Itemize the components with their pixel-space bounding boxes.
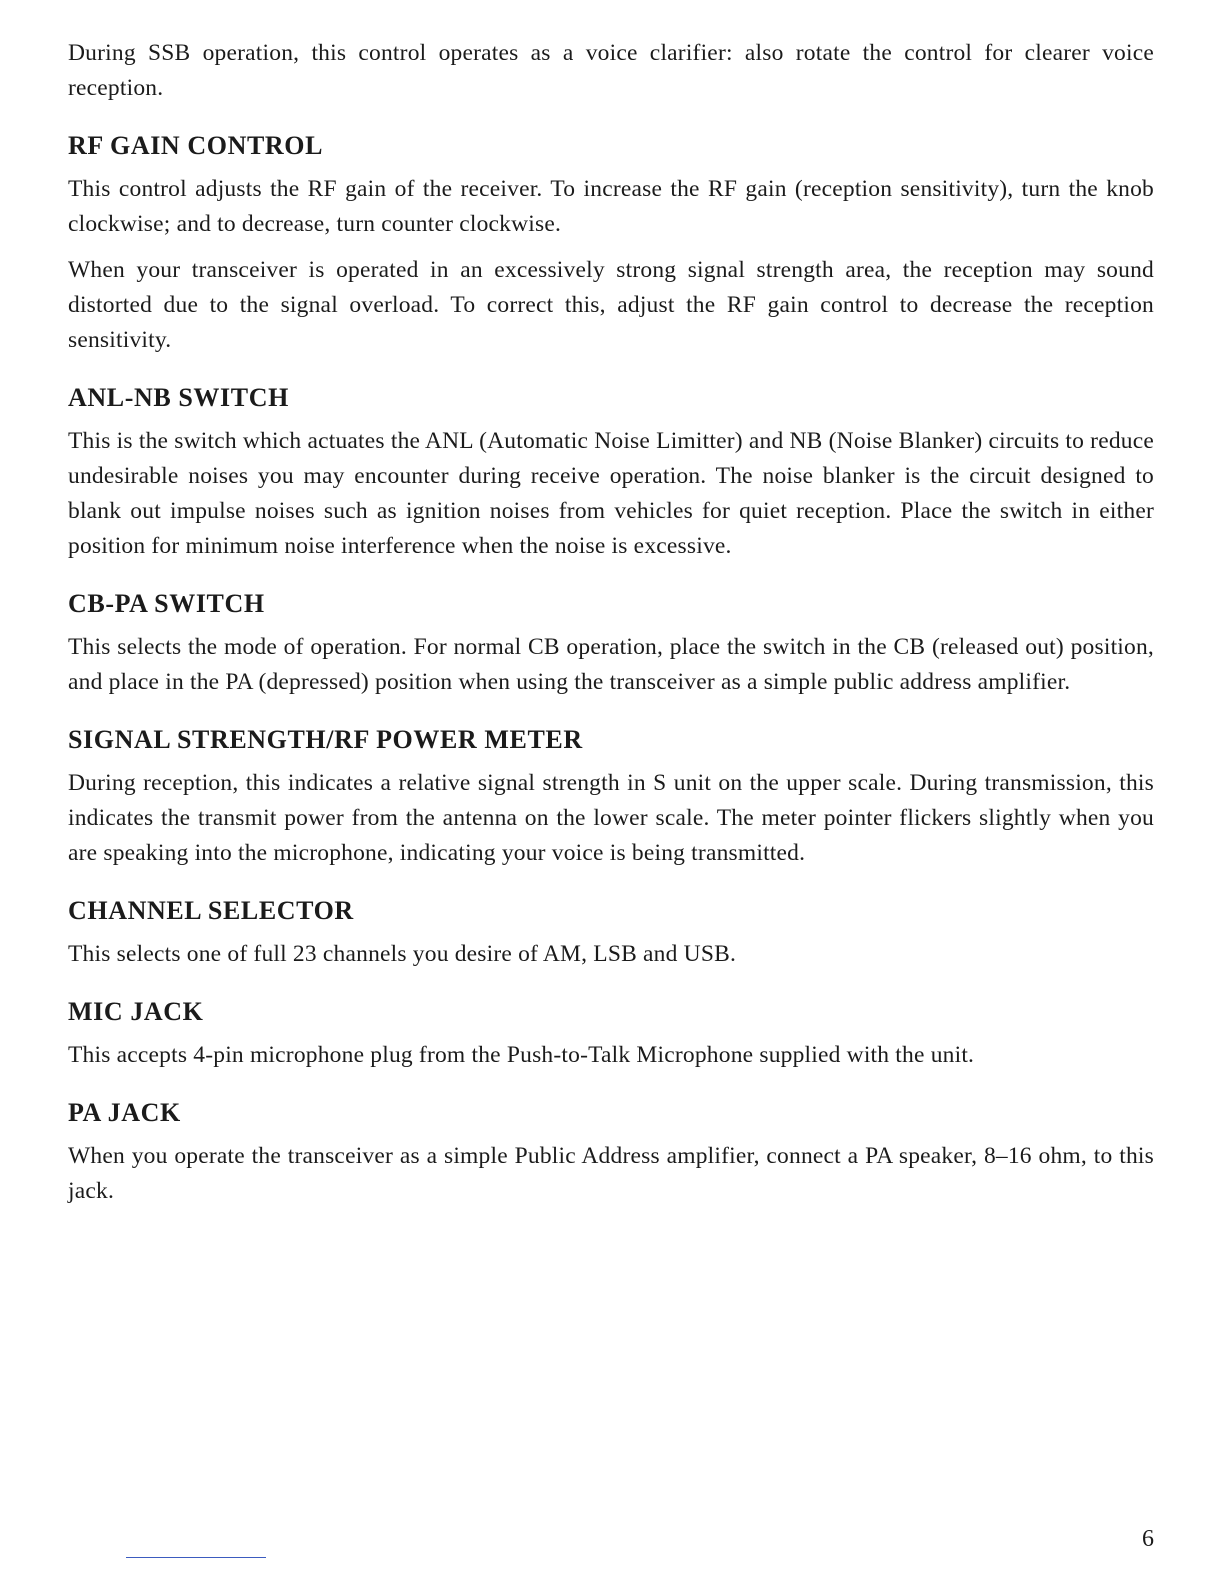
section-paragraph: This selects the mode of operation. For normal CB operation, place the switch in the CB (released out) position, and place in the PA (depressed) position when using the transceiver as a simple public address amplifier.: [68, 634, 1154, 695]
section-cb-pa-switch: [68, 588, 1154, 700]
page-number: 6: [1142, 1526, 1154, 1552]
section-paragraph: This accepts 4-pin microphone plug from the Push-to-Talk Microphone supplied with the unit.: [68, 1042, 975, 1068]
section-anl-nb-switch: [68, 382, 1154, 564]
section-paragraph: When you operate the transceiver as a simple Public Address amplifier, connect a PA speaker, 8–16 ohm, to this jack.: [68, 1143, 1154, 1204]
section-heading: ANL-NB SWITCH: [68, 383, 289, 412]
section-paragraph: This is the switch which actuates the ANL (Automatic Noise Limitter) and NB (Noise Blanker) circuits to reduce undesirable noises you may encounter during receive operation. The noise blanker is the circuit designed to blank out impulse noises such as ignition noises from vehicles for quiet reception. Place the switch in either position for minimum noise interference when the noise is excessive.: [68, 428, 1154, 559]
section-heading: CHANNEL SELECTOR: [68, 896, 354, 925]
section-paragraph: This control adjusts the RF gain of the receiver. To increase the RF gain (reception sensitivity), turn the knob clockwise; and to decrease, turn counter clockwise.: [68, 176, 1154, 237]
section-signal-strength-meter: [68, 724, 1154, 871]
section-pa-jack: [68, 1097, 1154, 1209]
section-paragraph: This selects one of full 23 channels you desire of AM, LSB and USB.: [68, 941, 737, 967]
document-page: [68, 36, 1154, 1220]
intro-paragraph: During SSB operation, this control operates as a voice clarifier: also rotate the control for clearer voice reception.: [68, 40, 1154, 101]
section-mic-jack: [68, 996, 1154, 1073]
section-rf-gain-control: [68, 130, 1154, 358]
section-heading: CB-PA SWITCH: [68, 589, 265, 618]
footer-divider: [126, 1557, 266, 1558]
section-heading: MIC JACK: [68, 997, 204, 1026]
section-heading: RF GAIN CONTROL: [68, 131, 324, 160]
section-channel-selector: [68, 895, 1154, 972]
section-heading: PA JACK: [68, 1098, 181, 1127]
section-paragraph: During reception, this indicates a relative signal strength in S unit on the upper scale. During transmission, this indicates the transmit power from the antenna on the lower scale. The meter pointer flickers slightly when you are speaking into the microphone, indicating your voice is being transmitted.: [68, 770, 1154, 866]
section-paragraph: When your transceiver is operated in an excessively strong signal strength area, the reception may sound distorted due to the signal overload. To correct this, adjust the RF gain control to decrease the reception sensitivity.: [68, 257, 1154, 353]
section-heading: SIGNAL STRENGTH/RF POWER METER: [68, 725, 583, 754]
